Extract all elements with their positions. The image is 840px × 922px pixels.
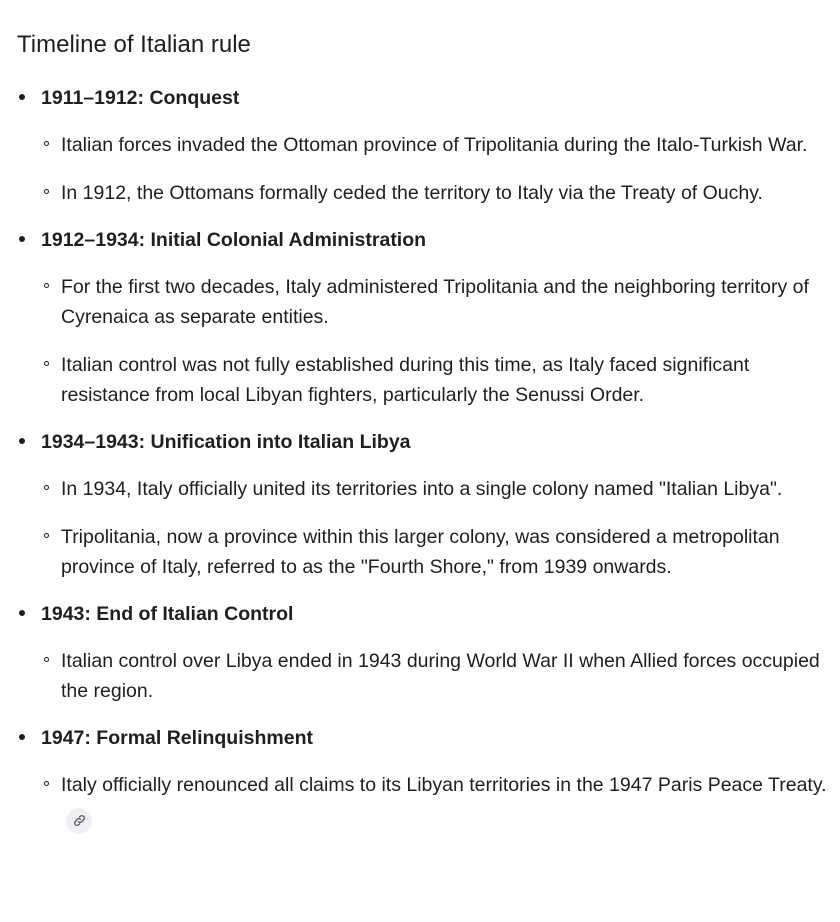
list-item [17,350,827,410]
hollow-bullet-icon [44,361,49,366]
list-item [17,272,827,332]
bullet-icon [19,236,25,242]
section-points [17,272,827,410]
section-points [17,130,827,208]
timeline-section [17,84,827,208]
list-item-text: In 1934, Italy officially united its territories into a single colony named "Italian Libya". [61,478,783,500]
list-item [17,474,827,504]
list-item-text: For the first two decades, Italy administered Tripolitania and the neighboring territory of Cyrenaica as separate entities. [61,276,809,328]
page-title: Timeline of Italian rule [17,31,251,58]
section-points [17,646,827,706]
hollow-bullet-icon [44,485,49,490]
section-heading: 1947: Formal Relinquishment [41,727,313,749]
list-item-text [61,770,827,834]
bullet-icon [19,734,25,740]
link-icon [73,814,86,827]
list-item-text-content: Italy officially renounced all claims to its Libyan territories in the 1947 Paris Peace Treaty. [61,774,827,796]
section-heading: 1912–1934: Initial Colonial Administration [41,229,427,251]
section-heading: 1911–1912: Conquest [41,87,240,109]
section-points [17,474,827,582]
section-heading: 1934–1943: Unification into Italian Libya [41,431,411,453]
section-heading: 1943: End of Italian Control [41,603,294,625]
list-item [17,522,827,582]
list-item-text: Italian control over Libya ended in 1943 during World War II when Allied forces occupied the region. [61,650,820,702]
list-item-text: In 1912, the Ottomans formally ceded the territory to Italy via the Treaty of Ouchy. [61,182,763,204]
section-points [17,770,827,834]
list-item [17,130,827,160]
bullet-icon [19,438,25,444]
list-item [17,770,827,834]
article-content [17,26,827,852]
hollow-bullet-icon [44,283,49,288]
hollow-bullet-icon [44,141,49,146]
hollow-bullet-icon [44,657,49,662]
timeline-section [17,226,827,410]
hollow-bullet-icon [44,189,49,194]
list-item-text: Italian control was not fully established during this time, as Italy faced significant resistance from local Libyan fighters, particularly the Senussi Order. [61,354,750,406]
list-item [17,646,827,706]
timeline-list [17,84,827,834]
hollow-bullet-icon [44,533,49,538]
source-link-button[interactable] [66,808,92,834]
list-item [17,178,827,208]
timeline-section [17,724,827,834]
timeline-section [17,428,827,582]
list-item-text: Italian forces invaded the Ottoman province of Tripolitania during the Italo-Turkish War. [61,134,808,156]
bullet-icon [19,94,25,100]
bullet-icon [19,610,25,616]
timeline-section [17,600,827,706]
list-item-text: Tripolitania, now a province within this larger colony, was considered a metropolitan province of Italy, referred to as the "Fourth Shore," from 1939 onwards. [61,526,780,578]
hollow-bullet-icon [44,781,49,786]
